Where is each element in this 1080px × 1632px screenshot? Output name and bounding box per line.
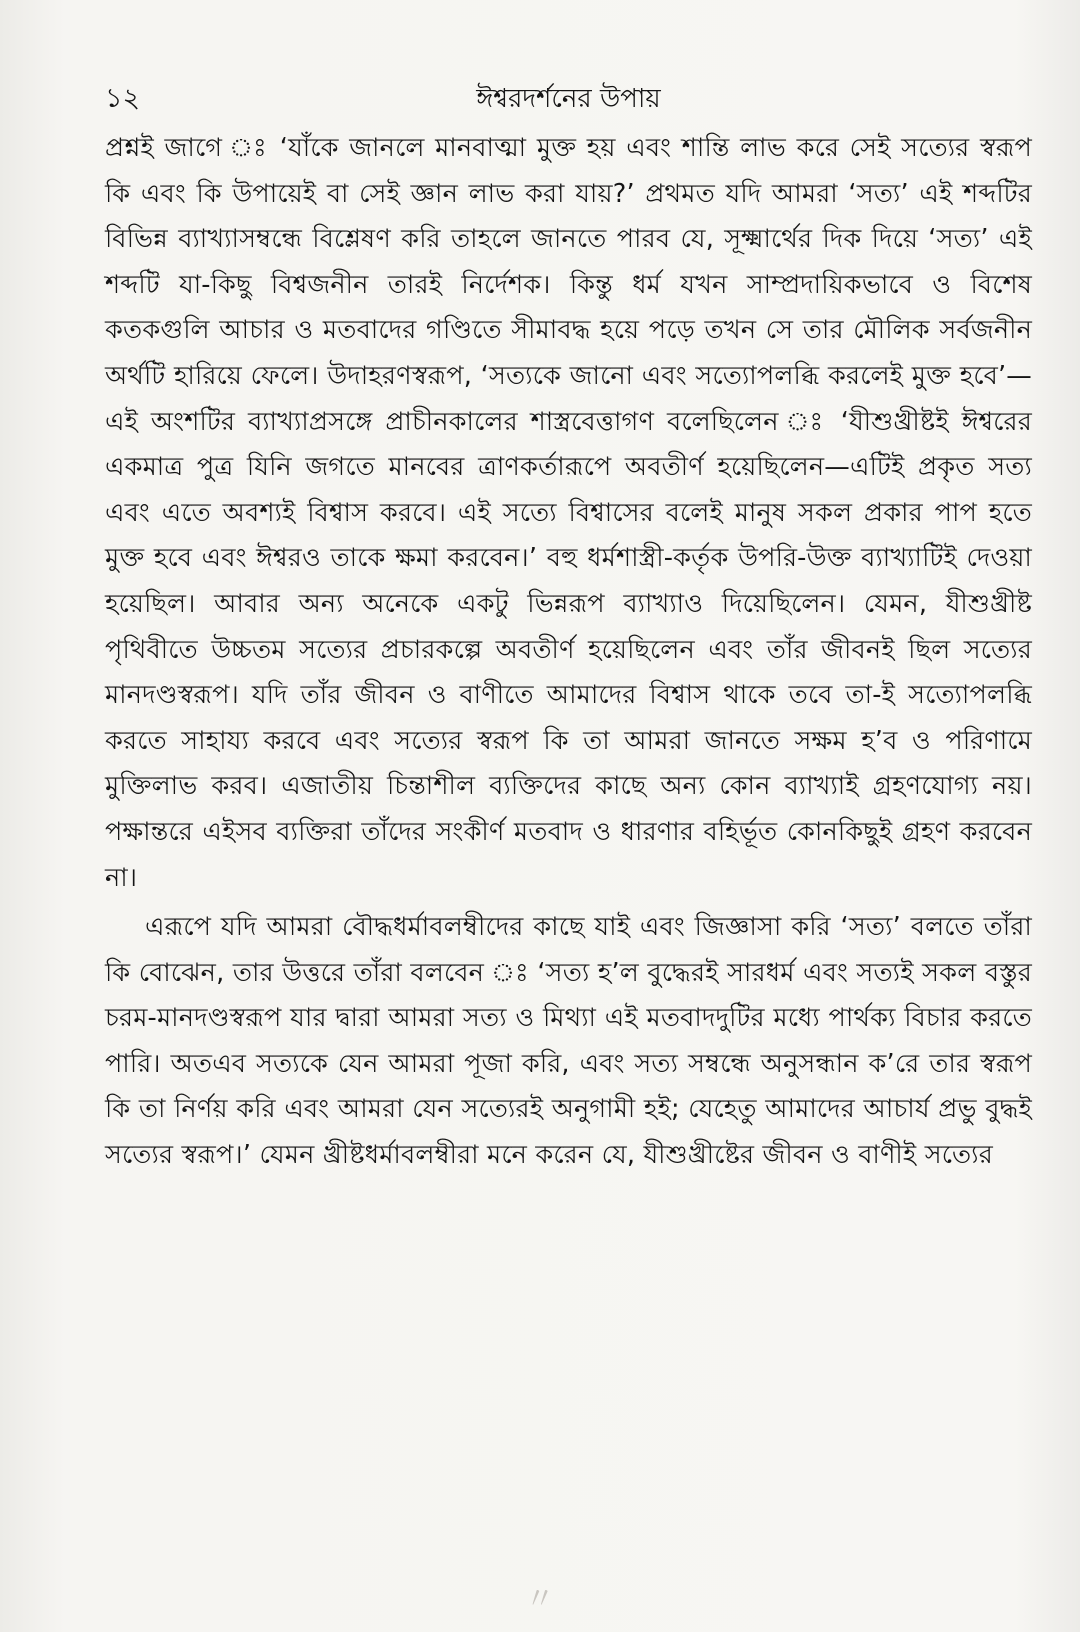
running-title: ঈশ্বরদর্শনের উপায় [476, 84, 661, 114]
body-text [105, 126, 1032, 1179]
page-number: ১২ [105, 83, 141, 114]
paragraph-2: এরূপে যদি আমরা বৌদ্ধধর্মাবলম্বীদের কাছে যাই এবং জিজ্ঞাসা করি ‘সত্য’ বলতে তাঁরা কি বোঝেন, তার উত্তরে তাঁরা বলবেন ঃ ‘সত্য হ’ল বুদ্ধেরই সারধর্ম এবং সত্যই সকল বস্তুর চরম-মানদণ্ডস্বরূপ যার দ্বারা আমরা সত্য ও মিথ্যা এই মতবাদদুটির মধ্যে পার্থক্য বিচার করতে পারি। অতএব সত্যকে যেন আমরা পূজা করি, এবং সত্য সম্বন্ধে অনুসন্ধান ক’রে তার স্বরূপ কি তা নির্ণয় করি এবং আমরা যেন সত্যেরই অনুগামী হই; যেহেতু আমাদের আচার্য প্রভু বুদ্ধই সত্যের স্বরূপ।’ যেমন খ্রীষ্টধর্মাবলম্বীরা মনে করেন যে, যীশুখ্রীষ্টের জীবন ও বাণীই সত্যের [105, 912, 1032, 1171]
paragraph-1: প্রশ্নই জাগে ঃ ‘যাঁকে জানলে মানবাত্মা মুক্ত হয় এবং শান্তি লাভ করে সেই সত্যের স্বরূপ কি এবং কি উপায়েই বা সেই জ্ঞান লাভ করা যায়?’ প্রথমত যদি আমরা ‘সত্য’ এই শব্দটির বিভিন্ন ব্যাখ্যাসম্বন্ধে বিশ্লেষণ করি তাহলে জানতে পারব যে, সূক্ষ্মার্থের দিক দিয়ে ‘সত্য’ এই শব্দটি যা-কিছু বিশ্বজনীন তারই নির্দেশক। কিন্তু ধর্ম যখন সাম্প্রদায়িকভাবে ও বিশেষ কতকগুলি আচার ও মতবাদের গণ্ডিতে সীমাবদ্ধ হয়ে পড়ে তখন সে তার মৌলিক সর্বজনীন অর্থটি হারিয়ে ফেলে। উদাহরণস্বরূপ, ‘সত্যকে জানো এবং সত্যোপলব্ধি করলেই মুক্ত হবে’—এই অংশটির ব্যাখ্যাপ্রসঙ্গে প্রাচীনকালের শাস্ত্রবেত্তাগণ বলেছিলেন ঃ ‘যীশুখ্রীষ্টই ঈশ্বরের একমাত্র পুত্র যিনি জগতে মানবের ত্রাণকর্তারূপে অবতীর্ণ হয়েছিলেন—এটিই প্রকৃত সত্য এবং এতে অবশ্যই বিশ্বাস করবে। এই সত্যে বিশ্বাসের বলেই মানুষ সকল প্রকার পাপ হতে মুক্ত হবে এবং ঈশ্বরও তাকে ক্ষমা করবেন।’ বহু ধর্মশাস্ত্রী-কর্তৃক উপরি-উক্ত ব্যাখ্যাটিই দেওয়া হয়েছিল। আবার অন্য অনেকে একটু ভিন্নরূপ ব্যাখ্যাও দিয়েছিলেন। যেমন, যীশুখ্রীষ্ট পৃথিবীতে উচ্চতম সত্যের প্রচারকল্পে অবতীর্ণ হয়েছিলেন এবং তাঁর জীবনই ছিল সত্যের মানদণ্ডস্বরূপ। যদি তাঁর জীবন ও বাণীতে আমাদের বিশ্বাস থাকে তবে তা-ই সত্যোপলব্ধি করতে সাহায্য করবে এবং সত্যের স্বরূপ কি তা আমরা জানতে সক্ষম হ’ব ও পরিণামে মুক্তিলাভ করব। এজাতীয় চিন্তাশীল ব্যক্তিদের কাছে অন্য কোন ব্যাখ্যাই গ্রহণযোগ্য নয়। পক্ষান্তরে এইসব ব্যক্তিরা তাঁদের সংকীর্ণ মতবাদ ও ধারণার বহির্ভূত কোনকিছুই গ্রহণ করবেন না। [105, 133, 1032, 893]
faint-bleedthrough-mark: 〃 [525, 1582, 555, 1617]
page-header [105, 74, 1032, 118]
